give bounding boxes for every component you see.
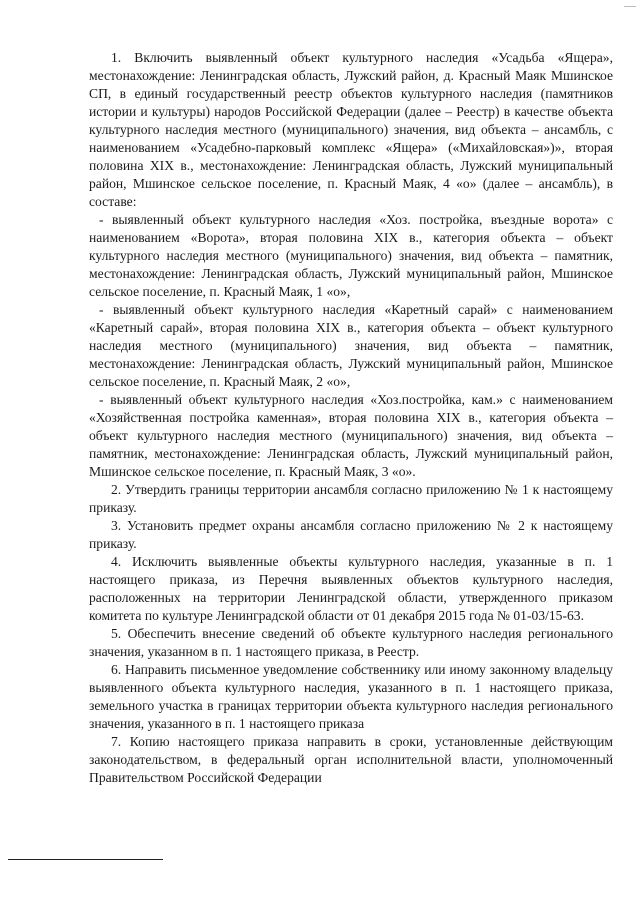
- paragraph-text: Утвердить границы территории ансамбля согласно приложению № 1 к настоящему приказу.: [89, 482, 613, 515]
- scan-corner-mark: [624, 6, 636, 7]
- paragraph-text: Копию настоящего приказа направить в сроки, установленные действующим законодательством, в федеральный орган исполнительной власти, уполномоченный Правительством Российской Федерации: [89, 734, 613, 785]
- paragraph-text: Установить предмет охраны ансамбля согласно приложению № 2 к настоящему приказу.: [89, 518, 613, 551]
- sub-item-text: - выявленный объект культурного наследия «Хоз. постройка, въездные ворота» с наименованием «Ворота», вторая половина XIX в., категория объекта – объект культурного наследия местного (муниципального) значения, вид объекта – памятник, местонахождение: Ленинградская область, Лужский муниципальный район, Мшинское сельское поселение, п. Красный Маяк, 1 «о»,: [89, 212, 613, 299]
- document-body: [89, 49, 613, 787]
- paragraph-number: 5.: [111, 626, 122, 641]
- paragraph-5: [89, 625, 613, 661]
- paragraph-text: Направить письменное уведомление собственнику или иному законному владельцу выявленного объекта культурного наследия, указанного в п. 1 настоящего приказа, земельного участка в границах территории объекта культурного наследия регионального значения, указанного в п. 1 настоящего приказа: [89, 662, 614, 731]
- sub-item-carriage-shed: [89, 301, 613, 391]
- paragraph-number: 2.: [111, 482, 122, 497]
- sub-item-stone-building: [89, 391, 613, 481]
- paragraph-number: 6.: [111, 662, 122, 677]
- paragraph-number: 3.: [111, 518, 122, 533]
- sub-item-gates: [89, 211, 613, 301]
- paragraph-4: [89, 553, 613, 625]
- paragraph-text: Исключить выявленные объекты культурного наследия, указанные в п. 1 настоящего приказа, из Перечня выявленных объектов культурного наследия, расположенных на территории Ленинградской области, утвержденного приказом комитета по культуре Ленинградской области от 01 декабря 2015 года № 01-03/15-63.: [89, 554, 613, 623]
- paragraph-1: [89, 49, 613, 211]
- paragraph-2: [89, 481, 613, 517]
- paragraph-3: [89, 517, 613, 553]
- paragraph-7: [89, 733, 613, 787]
- sub-item-text: - выявленный объект культурного наследия «Каретный сарай» с наименованием «Каретный сарай», вторая половина XIX в., категория объекта – объект культурного наследия местного (муниципального) значения, вид объекта – памятник, местонахождение: Ленинградская область, Лужский муниципальный район, Мшинское сельское поселение, п. Красный Маяк, 2 «о»,: [89, 302, 613, 389]
- paragraph-number: 1.: [111, 50, 122, 65]
- paragraph-text: Включить выявленный объект культурного наследия «Усадьба «Ящера», местонахождение: Ленинградская область, Лужский район, д. Красный Маяк Мшинское СП, в единый государственный реестр объектов культурного наследия (памятников истории и культуры) народов Российской Федерации (далее – Реестр) в качестве объекта культурного наследия местного (муниципального) значения, вид объекта – ансамбль, с наименованием «Усадебно-парковый комплекс «Ящера» («Михайловская»)», вторая половина XIX в., местонахождение: Ленинградская область, Лужский муниципальный район, Мшинское сельское поселение, п. Красный Маяк, 4 «о» (далее – ансамбль), в составе:: [89, 50, 613, 209]
- paragraph-number: 4.: [111, 554, 122, 569]
- sub-item-text: - выявленный объект культурного наследия «Хоз.постройка, кам.» с наименованием «Хозяйственная постройка каменная», вторая половина XIX в., категория объекта – объект культурного наследия местного (муниципального) значения, вид объекта – памятник, местонахождение: Ленинградская область, Лужский муниципальный район, Мшинское сельское поселение, п. Красный Маяк, 3 «о».: [89, 392, 613, 479]
- paragraph-number: 7.: [111, 734, 122, 749]
- footnote-separator-line: [8, 859, 163, 860]
- paragraph-6: [89, 661, 613, 733]
- paragraph-text: Обеспечить внесение сведений об объекте культурного наследия регионального значения, указанном в п. 1 настоящего приказа, в Реестр.: [89, 626, 613, 659]
